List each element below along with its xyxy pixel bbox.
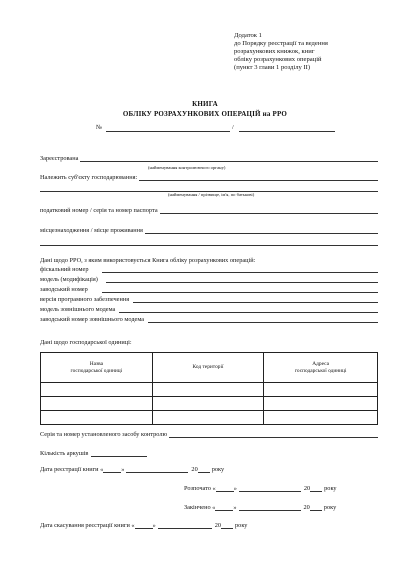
started-year-prefix: 20 xyxy=(303,485,311,492)
number-suffix-field[interactable] xyxy=(239,131,335,132)
cancel-year-prefix: 20 xyxy=(214,522,222,529)
rro-field-label: заводський номер зовнішнього модема xyxy=(40,316,145,323)
location-field[interactable] xyxy=(145,228,378,234)
finished-year-suffix: року xyxy=(323,504,337,511)
cancel-date-mid: » xyxy=(152,522,156,529)
rro-field-label: модель (модифікація) xyxy=(40,276,98,283)
finished-date-mid: » xyxy=(233,504,237,511)
location-field-line2[interactable] xyxy=(40,245,378,246)
annex-line: до Порядку реєстрації та ведення xyxy=(234,40,328,47)
annex-line: розрахункових книжок, книг xyxy=(234,48,315,55)
table-cell[interactable] xyxy=(152,383,264,397)
table-cell[interactable] xyxy=(41,397,153,411)
finished-label: Закінчено « xyxy=(184,504,216,511)
cancel-year-suffix: року xyxy=(235,522,248,529)
table-row xyxy=(41,411,378,425)
number-label: № xyxy=(96,124,103,131)
cancel-day-field[interactable] xyxy=(135,523,153,529)
reg-date-row xyxy=(40,466,224,473)
cancel-year-field[interactable] xyxy=(221,523,233,529)
control-row xyxy=(40,431,378,438)
column-header-text: Код території xyxy=(192,364,224,371)
finished-row xyxy=(184,504,336,511)
column-header-address xyxy=(264,353,378,383)
registered-caption: (найменування контролюючого органу) xyxy=(148,165,226,170)
tax-label: податковий номер / серія та номер паспорта xyxy=(40,207,158,214)
finished-day-field[interactable] xyxy=(215,505,233,511)
table-cell[interactable] xyxy=(152,411,264,425)
fiscal-number-field[interactable] xyxy=(102,267,378,273)
column-header-text: Адреса xyxy=(312,361,329,368)
rro-field-label: модель зовнішнього модема xyxy=(40,306,116,313)
sheets-field[interactable] xyxy=(91,451,147,457)
finished-month-field[interactable] xyxy=(239,505,301,511)
started-label: Розпочато « xyxy=(184,485,216,492)
annex-block xyxy=(234,32,404,72)
sheets-label: Кількість аркушів xyxy=(40,450,89,457)
table-row xyxy=(41,397,378,411)
rro-field-row xyxy=(40,316,378,323)
started-row xyxy=(184,485,337,492)
control-label: Серія та номер установленого засобу контролю xyxy=(40,431,168,438)
table-cell[interactable] xyxy=(41,411,153,425)
registered-field[interactable] xyxy=(80,156,378,162)
registered-row xyxy=(40,155,378,162)
belongs-field[interactable] xyxy=(139,175,378,181)
rro-intro: Дані щодо РРО, з яким використовується Книга обліку розрахункових операцій: xyxy=(40,257,256,264)
number-field[interactable] xyxy=(106,131,230,132)
location-row xyxy=(40,227,378,234)
rro-field-row xyxy=(40,266,378,273)
rro-field-row xyxy=(40,296,378,303)
started-year-suffix: року xyxy=(324,485,337,492)
belongs-row xyxy=(40,174,378,181)
table-cell[interactable] xyxy=(264,383,378,397)
rro-field-row xyxy=(40,286,378,293)
table-cell[interactable] xyxy=(152,397,264,411)
cancel-label: Дата скасування реєстрації книги « xyxy=(40,522,135,529)
rro-field-row xyxy=(40,276,378,283)
reg-date-label: Дата реєстрації книги « xyxy=(40,466,104,473)
table-cell[interactable] xyxy=(264,411,378,425)
cancel-row xyxy=(40,522,247,529)
started-date-mid: » xyxy=(233,485,237,492)
cancel-month-field[interactable] xyxy=(158,523,212,529)
annex-line: обліку розрахункових операцій xyxy=(234,56,322,63)
rro-field-label: заводський номер xyxy=(40,286,88,293)
finished-year-field[interactable] xyxy=(310,505,322,511)
column-header-territory xyxy=(152,353,264,383)
tax-row xyxy=(40,207,378,214)
table-row xyxy=(41,383,378,397)
finished-year-prefix: 20 xyxy=(303,504,310,511)
reg-date-mid: » xyxy=(121,466,125,473)
serial-number-field[interactable] xyxy=(102,287,378,293)
rro-field-label: версія програмного забезпечення xyxy=(40,296,130,303)
rro-field-row xyxy=(40,306,378,313)
reg-year-suffix: року xyxy=(211,466,225,473)
control-field[interactable] xyxy=(169,432,378,438)
rro-field-label: фіскальний номер xyxy=(40,266,89,273)
book-title: КНИГА xyxy=(192,100,218,108)
book-subtitle: ОБЛІКУ РОЗРАХУНКОВИХ ОПЕРАЦІЙ на РРО xyxy=(122,110,288,118)
modem-serial-field[interactable] xyxy=(148,317,378,323)
annex-line: (пункт 3 глави 1 розділу II) xyxy=(234,64,311,71)
unit-intro: Дані щодо господарської одиниці: xyxy=(40,339,132,346)
started-day-field[interactable] xyxy=(216,486,234,492)
unit-table xyxy=(40,352,378,425)
reg-year-prefix: 20 xyxy=(191,466,198,473)
column-header-text: Назва xyxy=(89,361,103,368)
model-field[interactable] xyxy=(106,277,378,283)
reg-month-field[interactable] xyxy=(126,467,188,473)
table-cell[interactable] xyxy=(264,397,378,411)
tax-field[interactable] xyxy=(160,208,378,214)
sheets-row xyxy=(40,450,147,457)
registered-label: Зареєстрована xyxy=(40,155,79,162)
software-version-field[interactable] xyxy=(133,297,378,303)
reg-day-field[interactable] xyxy=(103,467,121,473)
number-slash: / xyxy=(232,124,234,131)
belongs-label: Належить суб'єкту господарювання: xyxy=(40,174,138,181)
modem-model-field[interactable] xyxy=(119,307,378,313)
belongs-caption: (найменування / прізвище, ім'я, по батькові) xyxy=(168,192,255,197)
table-cell[interactable] xyxy=(41,383,153,397)
column-header-text: господарської одиниці xyxy=(294,367,347,374)
column-header-name xyxy=(41,353,153,383)
column-header-text: господарської одиниці xyxy=(70,367,123,374)
location-label: місцезнаходження / місце проживання xyxy=(40,227,143,234)
started-month-field[interactable] xyxy=(239,486,301,492)
annex-line: Додаток 1 xyxy=(234,32,262,39)
started-year-field[interactable] xyxy=(310,486,322,492)
reg-year-field[interactable] xyxy=(198,467,210,473)
